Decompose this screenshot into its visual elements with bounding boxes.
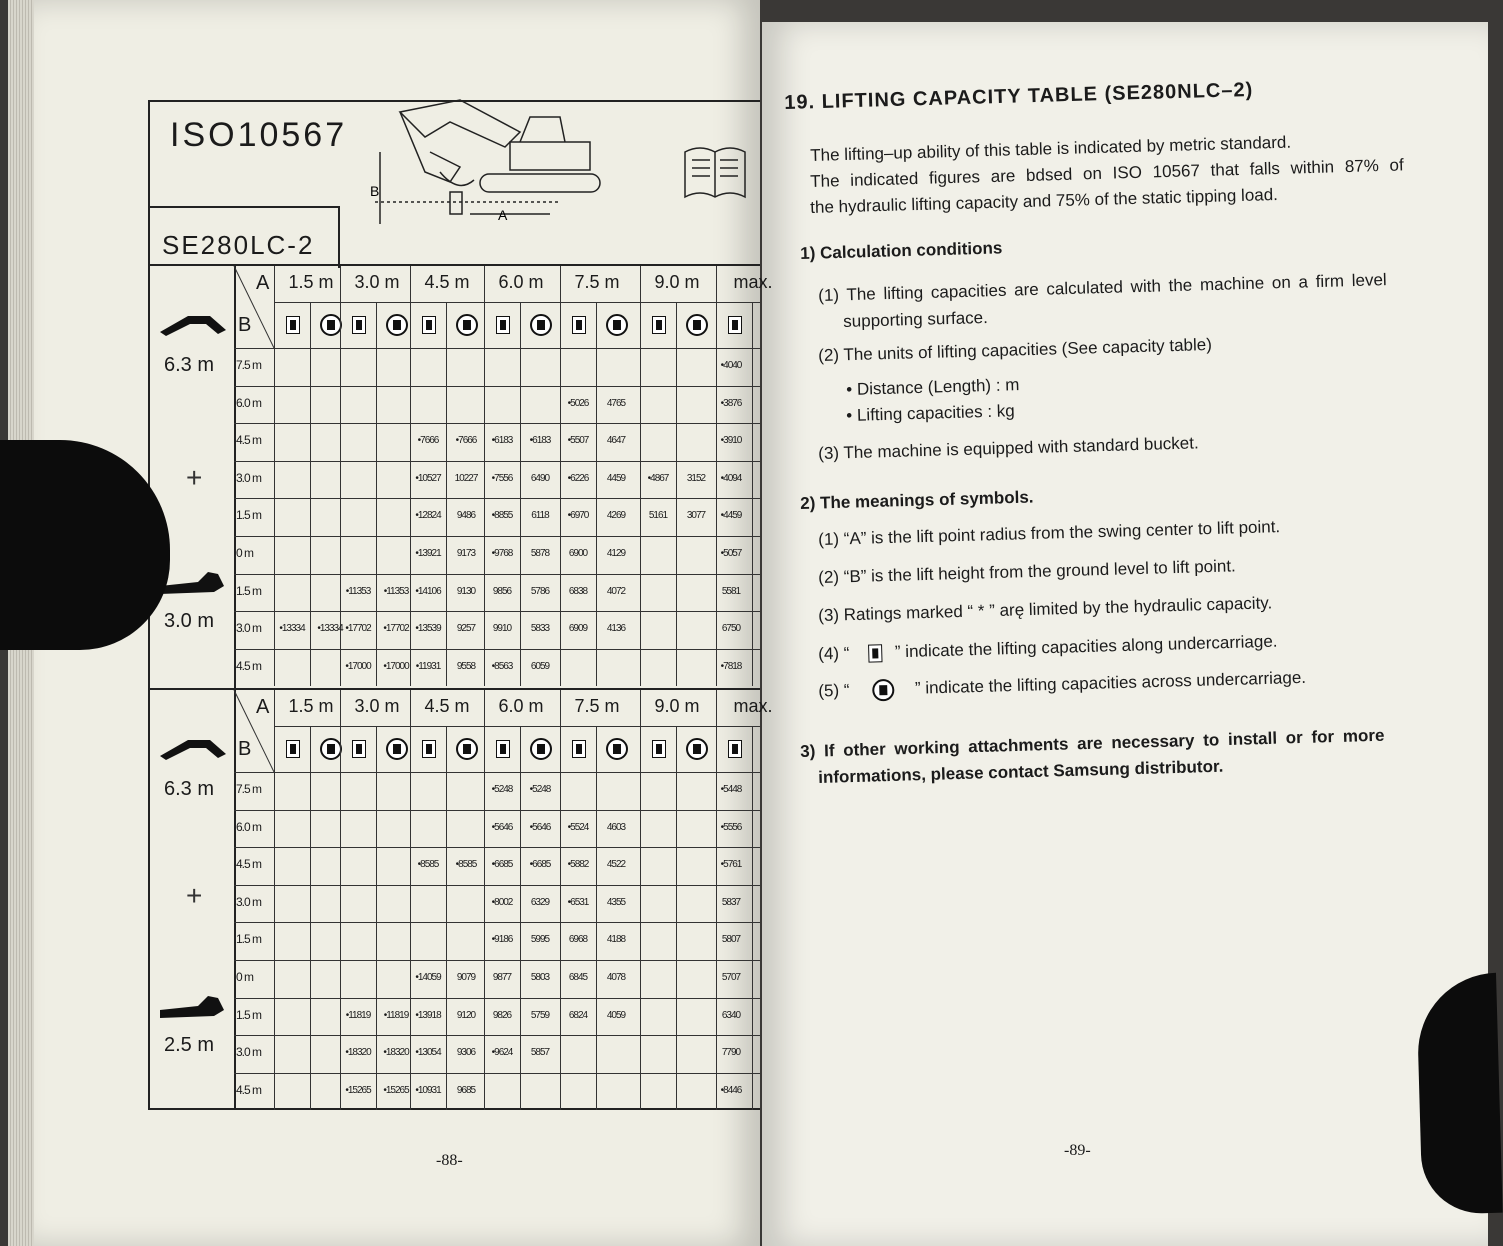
along-undercarriage-icon <box>352 740 366 758</box>
table-row <box>234 885 760 886</box>
capacity-cell: •5248 <box>491 784 513 795</box>
column-header: 7.5 m <box>574 696 620 716</box>
capacity-cell: •13054 <box>415 1047 441 1059</box>
capacity-cell: 4355 <box>606 896 626 908</box>
across-undercarriage-icon <box>320 738 342 760</box>
along-undercarriage-icon <box>422 316 436 334</box>
capacity-cell: 9826 <box>492 1009 512 1021</box>
calc-item-3: (3) The machine is equipped with standard bucket. <box>818 433 1199 463</box>
along-undercarriage-icon <box>652 740 666 758</box>
left-page-number: -88- <box>436 1152 463 1169</box>
calc-conditions-title: 1) Calculation conditions <box>800 238 1003 263</box>
right-page-number: -89- <box>1064 1142 1091 1159</box>
along-undercarriage-icon <box>572 316 586 334</box>
table-row <box>234 574 760 575</box>
row-height-label: 1.5 m <box>236 1007 262 1022</box>
along-undercarriage-icon <box>572 740 586 758</box>
capacity-cell: 4129 <box>606 548 626 559</box>
across-undercarriage-icon <box>530 738 552 760</box>
capacity-cell: •7666 <box>455 435 477 447</box>
section1-side <box>150 266 236 688</box>
capacity-cell: 6838 <box>568 585 588 597</box>
capacity-cell: •13334 <box>317 623 343 635</box>
capacity-cell: 5878 <box>530 548 550 559</box>
column-header: 7.5 m <box>574 272 620 292</box>
column-header: 6.0 m <box>498 272 544 292</box>
capacity-cell: •6183 <box>529 435 551 447</box>
capacity-cell: •11353 <box>345 585 371 597</box>
column-header: 6.0 m <box>498 696 544 716</box>
capacity-cell: •6226 <box>567 472 589 484</box>
capacity-cell: •6685 <box>491 859 513 871</box>
across-undercarriage-icon <box>386 738 408 760</box>
capacity-cell: 5581 <box>721 585 741 597</box>
row-height-label: 4.5 m <box>236 857 262 872</box>
capacity-cell: •5646 <box>491 821 513 833</box>
capacity-cell: 9306 <box>456 1047 476 1059</box>
capacity-cell: 5759 <box>530 1009 550 1021</box>
capacity-cell: •4459 <box>720 510 742 522</box>
symbol-item-2: (2) “B” is the lift height from the ground level to lift point. <box>818 556 1237 587</box>
capacity-cell: 4072 <box>606 585 626 597</box>
capacity-cell: 10227 <box>454 472 478 484</box>
table-row <box>234 772 760 773</box>
capacity-cell: •8563 <box>491 660 513 672</box>
section1-grid <box>234 266 773 688</box>
symbol-item-1: (1) “A” is the lift point radius from the swing center to lift point. <box>818 517 1281 549</box>
capacity-cell: 6824 <box>568 1009 588 1021</box>
capacity-cell: 9486 <box>456 510 476 522</box>
table-row <box>234 649 760 650</box>
capacity-cell: 6340 <box>721 1009 741 1021</box>
column-header: max. <box>733 272 773 292</box>
axis-b-label: B <box>238 738 252 760</box>
capacity-cell: 6490 <box>530 472 550 484</box>
lifting-capacity-table <box>148 100 773 1110</box>
table-row <box>234 461 760 462</box>
b-dimension-label: B <box>370 183 380 199</box>
capacity-cell: •5248 <box>529 784 551 795</box>
capacity-cell: •8446 <box>720 1084 742 1096</box>
capacity-cell: •9624 <box>491 1047 513 1059</box>
across-undercarriage-icon <box>456 738 478 760</box>
capacity-cell: •8855 <box>491 510 513 522</box>
capacity-cell: •17702 <box>345 623 371 635</box>
row-height-label: 3.0 m <box>236 894 262 909</box>
capacity-cell: 5833 <box>530 623 550 635</box>
capacity-cell: •17000 <box>345 660 371 672</box>
axis-a-label: A <box>256 696 270 718</box>
along-undercarriage-icon <box>496 740 510 758</box>
row-height-label: 1.5 m <box>236 583 262 598</box>
unit-capacity: • Lifting capacities : kg <box>846 401 1015 425</box>
attachments-line-1: 3) If other working attachments are necessary to install or for more <box>800 725 1385 761</box>
table-row <box>234 498 760 499</box>
capacity-cell: 5786 <box>530 585 550 597</box>
along-undercarriage-icon <box>422 740 436 758</box>
section1-arm: 3.0 m <box>164 610 215 632</box>
capacity-cell: •5882 <box>567 859 589 871</box>
capacity-cell: 6059 <box>530 660 550 672</box>
capacity-cell: •7556 <box>491 472 513 484</box>
table-row <box>234 386 760 387</box>
arm-icon <box>158 996 228 1020</box>
axis-b-label: B <box>238 314 252 336</box>
capacity-cell: •15265 <box>345 1084 371 1096</box>
capacity-cell: 5803 <box>530 972 550 983</box>
capacity-cell: •11819 <box>345 1009 371 1021</box>
calc-item-1b: supporting surface. <box>843 307 989 331</box>
table-row <box>234 810 760 811</box>
calc-item-2: (2) The units of lifting capacities (See capacity table) <box>818 335 1213 365</box>
capacity-cell: •8585 <box>455 859 477 871</box>
table-row <box>234 536 760 537</box>
symbol-item-4-text: ” indicate the lifting capacities along undercarriage. <box>894 631 1278 662</box>
column-header: 4.5 m <box>424 696 470 716</box>
capacity-cell: •8585 <box>417 859 439 871</box>
capacity-cell: 4059 <box>606 1009 626 1021</box>
intro-line-1: The lifting–up ability of this table is indicated by metric standard. <box>810 132 1292 165</box>
column-header: max. <box>733 696 773 716</box>
row-height-label: 6.0 m <box>236 819 262 834</box>
capacity-cell: •9186 <box>491 934 513 946</box>
capacity-cell: •5026 <box>567 397 589 409</box>
capacity-cell: •4040 <box>720 360 742 371</box>
row-height-label: 1.5 m <box>236 932 262 947</box>
capacity-cell: •17000 <box>383 660 409 672</box>
capacity-cell: 6900 <box>568 548 588 559</box>
table-row <box>234 1035 760 1036</box>
capacity-cell: •5057 <box>720 548 742 559</box>
row-height-label: 4.5 m <box>236 1082 262 1097</box>
capacity-cell: •4094 <box>720 472 742 484</box>
intro-line-2: The indicated figures are bdsed on ISO 10567 that falls within 87% of <box>810 155 1404 191</box>
section2-arm: 2.5 m <box>164 1034 215 1056</box>
symbol-item-4-prefix: (4) “ <box>818 643 850 664</box>
capacity-cell: 9856 <box>492 585 512 597</box>
column-header: 9.0 m <box>654 272 700 292</box>
across-undercarriage-icon <box>686 738 708 760</box>
capacity-cell: •6970 <box>567 510 589 522</box>
capacity-cell: 9079 <box>456 972 476 983</box>
capacity-cell: •5556 <box>720 821 742 833</box>
capacity-cell: •14106 <box>415 585 441 597</box>
column-header: 3.0 m <box>354 696 400 716</box>
capacity-cell: •11931 <box>415 660 441 672</box>
along-undercarriage-icon <box>728 316 742 334</box>
row-height-label: 3.0 m <box>236 1045 262 1060</box>
capacity-cell: 9558 <box>456 660 476 672</box>
capacity-cell: •6183 <box>491 435 513 447</box>
table-row <box>234 847 760 848</box>
boom-icon <box>158 312 228 336</box>
capacity-cell: •3876 <box>720 397 742 409</box>
capacity-cell: 7790 <box>721 1047 741 1059</box>
capacity-cell: •13918 <box>415 1009 441 1021</box>
column-header: 1.5 m <box>288 272 334 292</box>
capacity-cell: 9685 <box>456 1084 476 1096</box>
row-height-label: 4.5 m <box>236 433 262 448</box>
column-header: 1.5 m <box>288 696 334 716</box>
table-row <box>234 423 760 424</box>
a-dimension-label: A <box>498 207 508 223</box>
across-undercarriage-icon <box>530 314 552 336</box>
capacity-cell: •4867 <box>647 472 669 484</box>
capacity-cell: •14059 <box>415 972 441 983</box>
symbol-item-3: (3) Ratings marked “ * ” arę limited by the hydraulic capacity. <box>818 593 1273 625</box>
along-undercarriage-icon <box>352 316 366 334</box>
capacity-cell: 9130 <box>456 585 476 597</box>
intro-line-3: the hydraulic lifting capacity and 75% of the static tipping load. <box>810 184 1279 217</box>
capacity-cell: 6750 <box>721 623 741 635</box>
boom-icon <box>158 736 228 760</box>
row-height-label: 0 m <box>236 970 254 984</box>
capacity-cell: •13539 <box>415 623 441 635</box>
row-height-label: 1.5 m <box>236 508 262 523</box>
plus-sign: + <box>186 462 203 493</box>
capacity-cell: •13334 <box>279 623 305 635</box>
across-undercarriage-icon <box>456 314 478 336</box>
capacity-cell: •5646 <box>529 821 551 833</box>
capacity-cell: •6531 <box>567 896 589 908</box>
row-height-label: 3.0 m <box>236 470 262 485</box>
capacity-cell: •17702 <box>383 623 409 635</box>
capacity-cell: •11819 <box>383 1009 409 1021</box>
capacity-cell: •6685 <box>529 859 551 871</box>
capacity-cell: •10931 <box>415 1084 441 1096</box>
along-undercarriage-icon <box>854 642 891 665</box>
capacity-cell: •5761 <box>720 859 742 871</box>
row-height-label: 0 m <box>236 546 254 560</box>
axis-a-label: A <box>256 272 270 294</box>
along-undercarriage-icon <box>496 316 510 334</box>
capacity-cell: •10527 <box>415 472 441 484</box>
model-box <box>150 206 340 268</box>
row-height-label: 6.0 m <box>236 395 262 410</box>
capacity-cell: 5161 <box>648 510 668 522</box>
along-undercarriage-icon <box>286 740 300 758</box>
capacity-cell: 6968 <box>568 934 588 946</box>
capacity-cell: •7818 <box>720 660 742 672</box>
capacity-cell: 3077 <box>686 510 706 522</box>
manual-book-icon <box>680 142 750 202</box>
capacity-cell: 5707 <box>721 972 741 983</box>
capacity-cell: 9910 <box>492 623 512 635</box>
row-height-label: 3.0 m <box>236 621 262 636</box>
iso-title: ISO10567 <box>170 116 348 154</box>
capacity-cell: 9120 <box>456 1009 476 1021</box>
header-diagonal <box>234 690 274 772</box>
table-row <box>234 960 760 961</box>
capacity-cell: 9257 <box>456 623 476 635</box>
capacity-cell: 3152 <box>686 472 706 484</box>
section2-boom: 6.3 m <box>164 778 215 800</box>
capacity-cell: 4647 <box>606 435 626 447</box>
row-height-label: 7.5 m <box>236 358 262 372</box>
along-undercarriage-icon <box>652 316 666 334</box>
capacity-cell: •5448 <box>720 784 742 795</box>
table-row <box>234 348 760 349</box>
table-row <box>234 998 760 999</box>
section2-grid <box>234 690 773 1110</box>
section-heading: 19. LIFTING CAPACITY TABLE (SE280NLC–2) <box>784 78 1254 114</box>
capacity-cell: •7666 <box>417 435 439 447</box>
symbol-item-5-prefix: (5) “ <box>818 680 850 701</box>
model-name: SE280LC-2 <box>162 230 315 260</box>
along-undercarriage-icon <box>286 316 300 334</box>
capacity-cell: 4603 <box>606 821 626 833</box>
capacity-cell: •18320 <box>345 1047 371 1059</box>
capacity-cell: 4136 <box>606 623 626 635</box>
capacity-cell: •15265 <box>383 1084 409 1096</box>
across-undercarriage-icon <box>320 314 342 336</box>
capacity-cell: 5837 <box>721 896 741 908</box>
capacity-cell: •5524 <box>567 821 589 833</box>
attachments-line-2: informations, please contact Samsung distributor. <box>818 756 1224 787</box>
table-row <box>234 1073 760 1074</box>
capacity-cell: 4765 <box>606 397 626 409</box>
header-diagonal <box>234 266 274 348</box>
capacity-cell: 5857 <box>530 1047 550 1059</box>
column-header: 3.0 m <box>354 272 400 292</box>
plus-sign: + <box>186 880 203 911</box>
unit-distance: • Distance (Length) : m <box>846 375 1020 399</box>
capacity-cell: 6845 <box>568 972 588 983</box>
capacity-cell: •5507 <box>567 435 589 447</box>
capacity-cell: 4188 <box>606 934 626 946</box>
excavator-diagram <box>370 92 630 242</box>
across-undercarriage-icon <box>606 738 628 760</box>
calc-item-1: (1) The lifting capacities are calculated with the machine on a firm level <box>818 270 1387 305</box>
symbols-title: 2) The meanings of symbols. <box>800 487 1034 513</box>
along-undercarriage-icon <box>728 740 742 758</box>
across-undercarriage-icon <box>386 314 408 336</box>
capacity-cell: 5807 <box>721 934 741 946</box>
table-row <box>234 922 760 923</box>
capacity-cell: 9877 <box>492 972 512 983</box>
row-height-label: 7.5 m <box>236 782 262 796</box>
across-undercarriage-icon <box>854 677 911 703</box>
capacity-cell: 6909 <box>568 623 588 635</box>
capacity-cell: 6329 <box>530 896 550 908</box>
capacity-cell: •13921 <box>415 548 441 559</box>
capacity-cell: 6118 <box>531 510 549 522</box>
capacity-cell: 4078 <box>606 972 626 983</box>
row-height-label: 4.5 m <box>236 658 262 673</box>
capacity-cell: •8002 <box>491 896 513 908</box>
capacity-cell: •12824 <box>415 510 441 522</box>
capacity-cell: 5995 <box>530 934 550 946</box>
section1-boom: 6.3 m <box>164 354 215 376</box>
column-header: 9.0 m <box>654 696 700 716</box>
capacity-cell: •11353 <box>383 585 409 597</box>
capacity-cell: 4522 <box>606 859 626 871</box>
capacity-cell: 4269 <box>606 510 626 522</box>
capacity-cell: •9768 <box>491 548 513 559</box>
capacity-cell: •18320 <box>383 1047 409 1059</box>
capacity-cell: •3910 <box>720 435 742 447</box>
table-row <box>234 611 760 612</box>
capacity-cell: 9173 <box>456 548 476 559</box>
column-header: 4.5 m <box>424 272 470 292</box>
symbol-item-5-text: ” indicate the lifting capacities across undercarriage. <box>914 667 1307 698</box>
across-undercarriage-icon <box>686 314 708 336</box>
capacity-cell: 4459 <box>606 472 626 484</box>
section2-side <box>150 690 236 1110</box>
across-undercarriage-icon <box>606 314 628 336</box>
